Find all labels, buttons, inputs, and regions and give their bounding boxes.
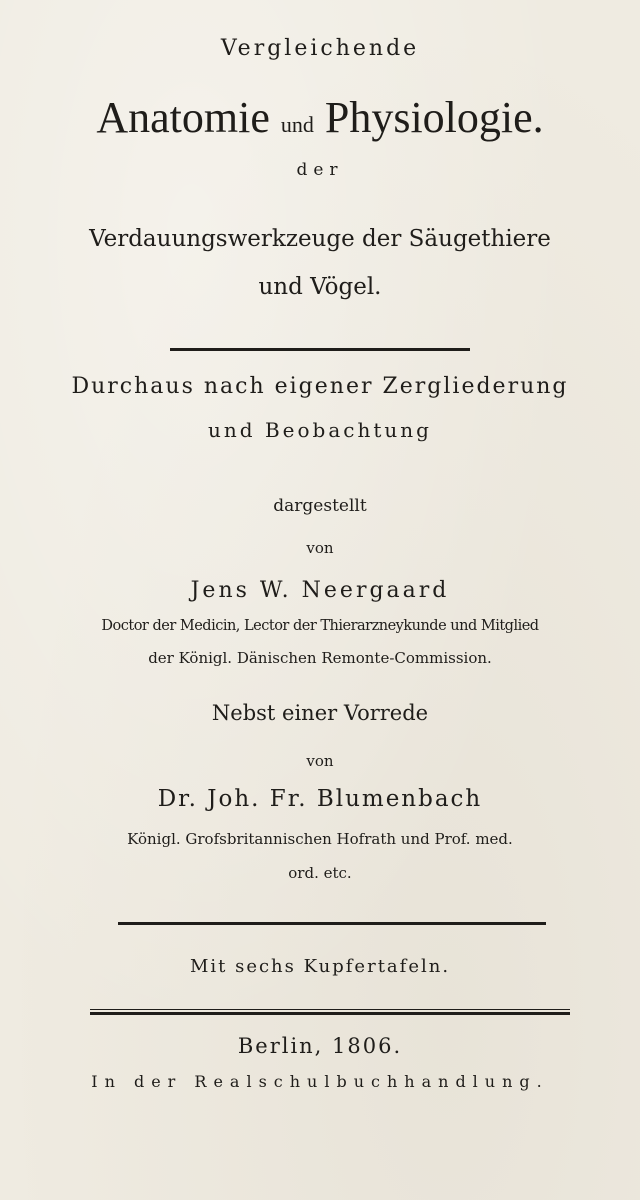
method-line-2: und Beobachtung — [208, 418, 432, 442]
plates-line: Mit sechs Kupfertafeln. — [189, 956, 451, 977]
main-title-physiologie: Physiologie. — [324, 93, 544, 142]
preface-author-title-line-2: ord. etc. — [288, 864, 352, 882]
title-line-vergleichende: Vergleichende — [220, 36, 420, 61]
method-line-1: Durchaus nach eigener Zergliederung — [71, 374, 569, 399]
preface-line: Nebst einer Vorrede — [211, 701, 429, 725]
main-title — [0, 92, 640, 151]
imprint-publisher: In der Realschulbuchhandlung. — [91, 1072, 549, 1091]
title-line-der: der — [296, 160, 344, 180]
main-title-anatomie: Anatomie — [96, 93, 270, 142]
dargestellt-label: dargestellt — [273, 496, 367, 516]
preface-author-title-line-1: Königl. Grofsbritannischen Hofrath und Prof. med. — [127, 830, 513, 848]
author-name: Jens W. Neergaard — [190, 578, 450, 603]
preface-author-name: Dr. Joh. Fr. Blumenbach — [157, 786, 483, 812]
author-title-line-2: der Königl. Dänischen Remonte-Commission. — [148, 649, 492, 667]
author-title-line-1: Doctor der Medicin, Lector der Thierarzneykunde und Mitglied — [101, 618, 539, 634]
main-title-und: und — [280, 112, 314, 137]
von-label-2: von — [306, 752, 334, 770]
subject-line-1: Verdauungswerkzeuge der Säugethiere — [89, 226, 551, 252]
von-label-1: von — [306, 539, 334, 557]
imprint-place: Berlin, 1806. — [237, 1034, 403, 1058]
subject-line-2: und Vögel. — [258, 274, 382, 300]
